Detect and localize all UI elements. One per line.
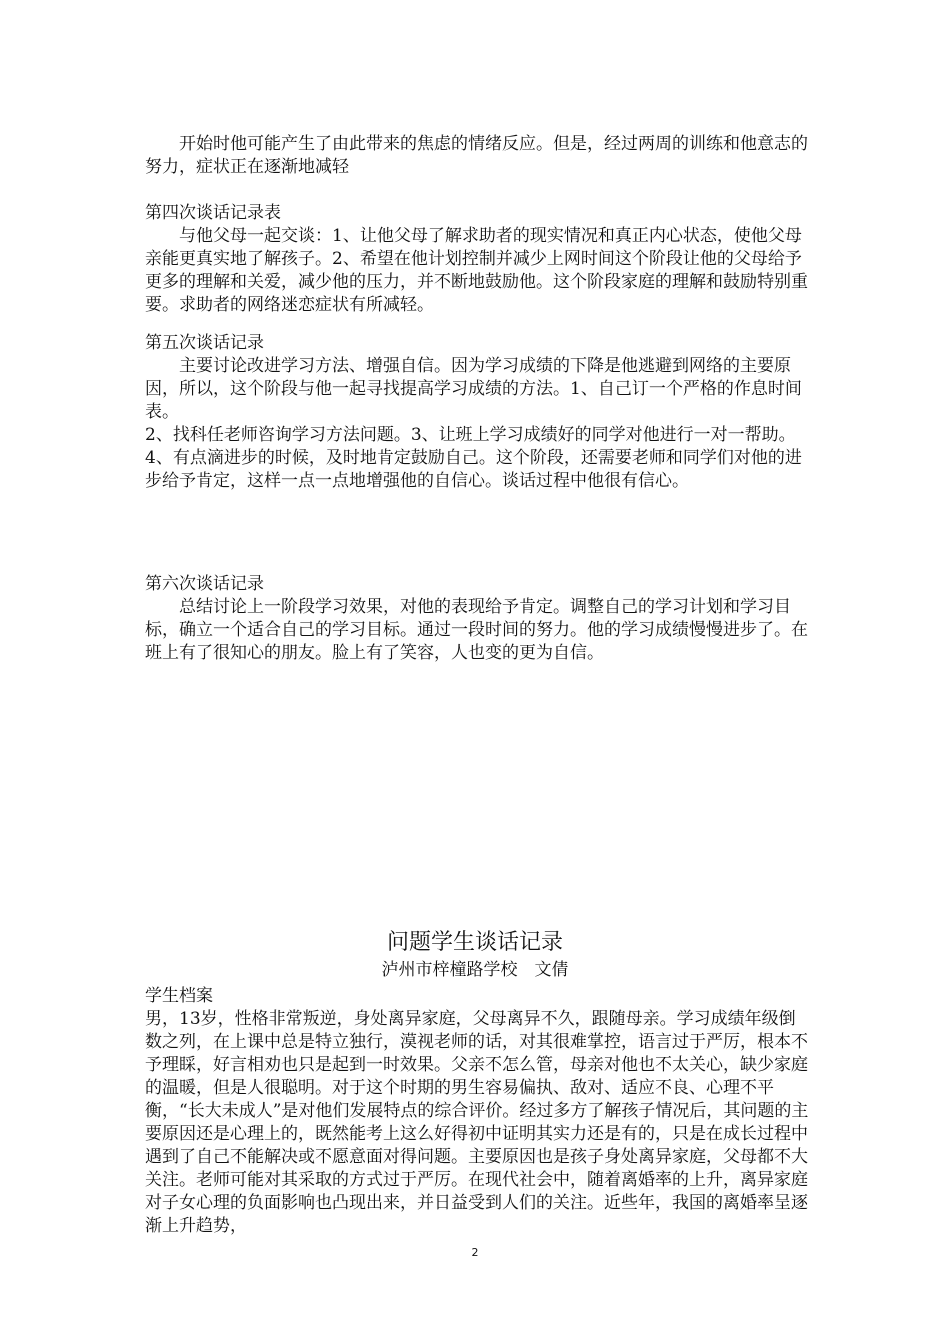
profile-paragraph: 男，13岁，性格非常叛逆，身处离异家庭，父母离异不久，跟随母亲。学习成绩年级倒数之列，在上课中总是特立独行，漠视老师的话，对其很难掌控，语言过于严厉，根本不予理睬，好言相劝也只是起到一时效果。父亲不怎么管，母亲对他也不太关心，缺少家庭的温暖，但是人很聪明。对于这个时期的男生容易偏执、敌对、适应不良、心理不平衡，“长大未成人”是对他们发展特点的综合评价。经过多方了解孩子情况后，其问题的主要原因还是心理上的，既然能考上这么好得初中证明其实力还是有的，只是在成长过程中遇到了自己不能解决或不愿意面对得问题。主要原因也是孩子身处离异家庭，父母都不大关注。老师可能对其采取的方式过于严厉。在现代社会中，随着离婚率的上升，离异家庭对子女心理的负面影响也凸现出来，并日益受到人们的关注。近些年，我国的离婚率呈逐渐上升趋势， (145, 1009, 809, 1236)
paragraph: 主要讨论改进学习方法、增强自信。因为学习成绩的下降是他逃避到网络的主要原因，所以，这个阶段与他一起寻找提高学习成绩的方法。1、自己订一个严格的作息时间表。 (145, 356, 802, 422)
profile-heading: 学生档案 (145, 986, 213, 1006)
paragraph: 2、找科任老师咨询学习方法问题。3、让班上学习成绩好的同学对他进行一对一帮助。 (145, 425, 796, 445)
page-number: 2 (471, 1246, 479, 1259)
section-5 (145, 332, 810, 493)
section-1 (145, 133, 810, 179)
article-title: 问题学生谈话记录 (386, 930, 563, 955)
paragraph: 总结讨论上一阶段学习效果，对他的表现给予肯定。调整自己的学习计划和学习目标，确立一个适合自己的学习目标。通过一段时间的努力。他的学习成绩慢慢进步了。在班上有了很知心的朋友。脸上有了笑容，人也变的更为自信。 (145, 597, 808, 663)
article-author: 泸州市梓橦路学校 文倩 (381, 960, 569, 980)
paragraph: 4、有点滴进步的时候，及时地肯定鼓励自己。这个阶段，还需要老师和同学们对他的进步给予肯定，这样一点一点地增强他的自信心。谈话过程中他很有信心。 (145, 448, 802, 491)
section-4 (145, 202, 810, 317)
section-heading: 第六次谈话记录 (145, 574, 264, 594)
section-heading: 第五次谈话记录 (145, 333, 264, 353)
section-6 (145, 573, 810, 665)
section-heading: 第四次谈话记录表 (145, 203, 281, 223)
paragraph: 开始时他可能产生了由此带来的焦虑的情绪反应。但是，经过两周的训练和他意志的努力，症状正在逐渐地减轻 (145, 134, 808, 177)
paragraph: 与他父母一起交谈：1、让他父母了解求助者的现实情况和真正内心状态，使他父母亲能更真实地了解孩子。2、希望在他计划控制并减少上网时间这个阶段让他的父母给予更多的理解和关爱，减少他的压力，并不断地鼓励他。这个阶段家庭的理解和鼓励特别重要。求助者的网络迷恋症状有所减轻。 (145, 226, 808, 315)
student-profile (145, 985, 810, 1238)
